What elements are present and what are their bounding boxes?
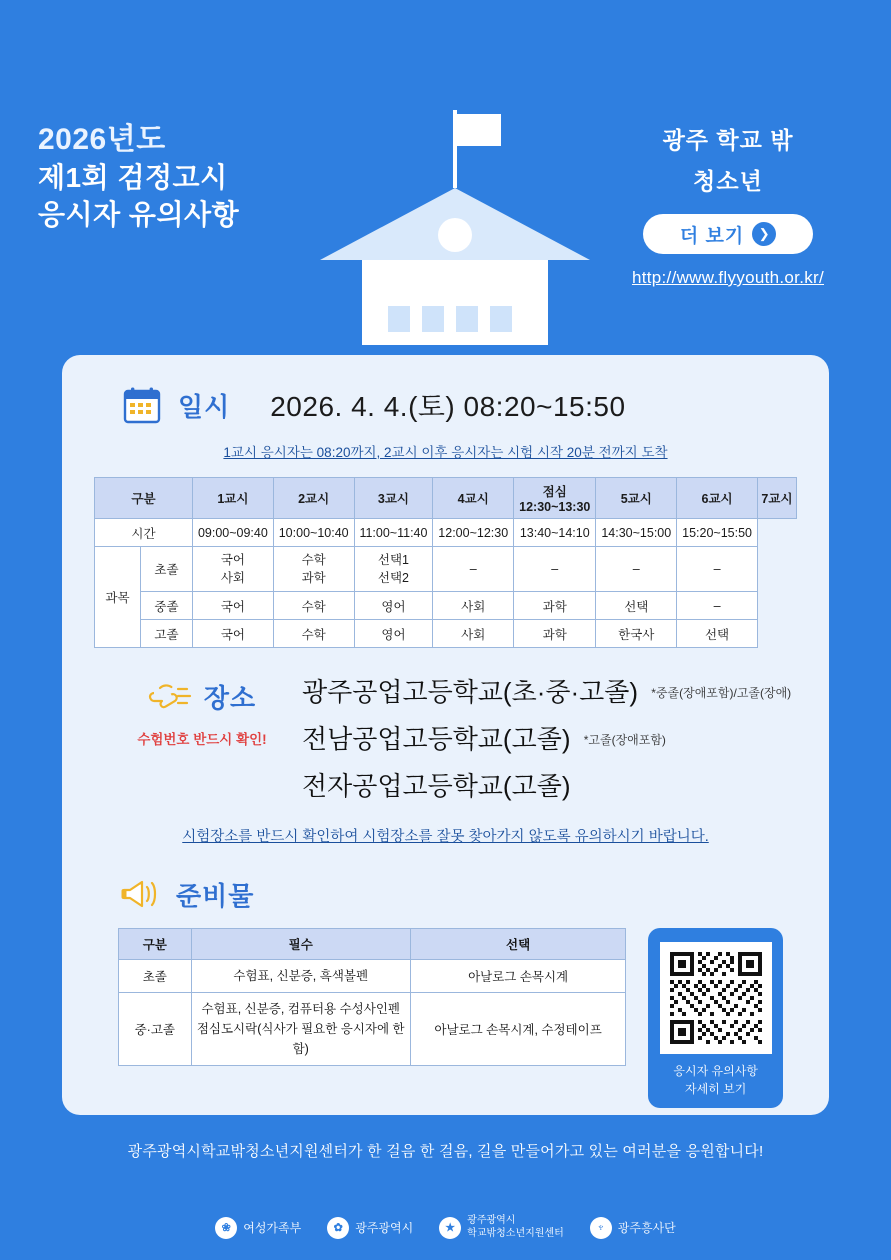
qr-caption: [648, 1062, 783, 1098]
cell-1-2: 영어: [354, 592, 433, 620]
window-3: [456, 306, 478, 332]
cell-0-3: –: [433, 547, 514, 592]
logo-center-label: [467, 1215, 564, 1240]
table-row: [119, 993, 626, 1066]
level-label-0: 초졸: [141, 547, 193, 592]
clock-icon: [438, 218, 472, 252]
cell-2-2: 영어: [354, 620, 433, 648]
logo-heungsadan-label: 광주흥사단: [617, 1221, 676, 1235]
items-row: [62, 928, 829, 1108]
place-warning: 시험장소를 반드시 확인하여 시험장소를 잘못 찾아가지 않도록 유의하시기 바랍니다.: [182, 829, 709, 846]
th-items-optional: 선택: [410, 929, 625, 960]
brand-block: [613, 122, 843, 288]
window-2: [422, 306, 444, 332]
cell-0-4: –: [514, 547, 596, 592]
th-period-6: 6교시: [677, 478, 758, 519]
items-level-0: 초졸: [119, 960, 192, 993]
title-line-1: 2026년도: [38, 123, 166, 156]
lunch-label: 점심: [542, 485, 567, 499]
footer-message: 광주광역시학교밖청소년지원센터가 한 걸음 한 걸음, 길을 만들어가고 있는 여러분을 응원합니다!: [127, 1143, 764, 1160]
th-items-required: 필수: [191, 929, 410, 960]
cell-1-6: –: [677, 592, 758, 620]
cell-2-3: 사회: [433, 620, 514, 648]
table-row: [95, 547, 797, 592]
row-label-time: 시간: [95, 519, 193, 547]
brand-line-1: 광주 학교 밖: [662, 127, 794, 153]
logo-center-line-1: 광주광역시: [467, 1215, 516, 1226]
cell-1-5: 선택: [596, 592, 677, 620]
place-section-left: [102, 672, 302, 813]
qr-caption-line-1: 응시자 유의사항: [673, 1064, 758, 1079]
place-list: [302, 672, 791, 813]
logo-gov: [215, 1217, 301, 1239]
place-item-1: [302, 672, 791, 709]
qr-code-icon[interactable]: [660, 942, 772, 1054]
table-header-row: [95, 478, 797, 519]
th-items-division: 구분: [119, 929, 192, 960]
time-4: 12:00~12:30: [433, 519, 514, 547]
items-required-1: 수험표, 신분증, 컴퓨터용 수성사인펜 점심도시락(식사가 필요한 응시자에 한함): [191, 993, 410, 1066]
logo-gwangju-city: [327, 1217, 413, 1239]
table-row: [95, 519, 797, 547]
logo-support-center: [439, 1215, 564, 1240]
qr-caption-line-2: 자세히 보기: [685, 1082, 747, 1097]
footer-logos: [0, 1215, 891, 1240]
time-7: 15:20~15:50: [677, 519, 758, 547]
title-line-3: 응시자 유의사항: [38, 198, 240, 230]
schedule-section-header: [62, 383, 829, 427]
place-sup-1: *중졸(장애포함)/고졸(장애): [651, 686, 792, 701]
more-button[interactable]: [643, 214, 813, 254]
place-item-3: [302, 766, 791, 803]
time-3: 11:00~11:40: [354, 519, 433, 547]
cell-0-5: –: [596, 547, 677, 592]
logo-city-label: 광주광역시: [355, 1221, 414, 1235]
heungsadan-icon: ♆: [590, 1217, 612, 1239]
items-level-1: 중·고졸: [119, 993, 192, 1066]
table-row: [95, 592, 797, 620]
items-section-title: 준비물: [176, 880, 255, 911]
school-windows: [388, 306, 512, 332]
th-period-2: 2교시: [273, 478, 354, 519]
cell-1-3: 사회: [433, 592, 514, 620]
place-item-2: [302, 719, 791, 756]
schedule-table: [94, 477, 797, 648]
th-period-1: 1교시: [193, 478, 274, 519]
items-section-header: [62, 872, 829, 916]
cell-0-6: –: [677, 547, 758, 592]
school-illustration: [320, 110, 590, 345]
chevron-right-icon: ❯: [752, 222, 776, 246]
th-period-7: 7교시: [757, 478, 796, 519]
support-center-icon: ★: [439, 1217, 461, 1239]
megaphone-icon: [120, 872, 164, 916]
table-row: [95, 620, 797, 648]
cell-1-0: 국어: [193, 592, 274, 620]
logo-center-line-2: 학교밖청소년지원센터: [467, 1227, 564, 1239]
place-section-header: [102, 674, 302, 718]
level-label-1: 중졸: [141, 592, 193, 620]
place-section-title: 장소: [203, 682, 257, 713]
window-4: [490, 306, 512, 332]
schedule-section-title: 일시: [178, 391, 231, 422]
schedule-datetime: 2026. 4. 4.(토) 08:20~15:50: [270, 391, 626, 422]
th-period-4: 4교시: [433, 478, 514, 519]
level-label-2: 고졸: [141, 620, 193, 648]
items-optional-0: 아날로그 손목시계: [410, 960, 625, 993]
cell-0-1: 수학 과학: [273, 547, 354, 592]
th-period-3: 3교시: [354, 478, 433, 519]
place-name-1: 광주공업고등학교(초·중·고졸): [302, 677, 639, 708]
time-2: 10:00~10:40: [273, 519, 354, 547]
row-label-subject: 과목: [95, 547, 141, 648]
calendar-icon: [120, 383, 164, 427]
gov-emblem-icon: ❀: [215, 1217, 237, 1239]
lunch-time: 12:30~13:30: [519, 500, 591, 514]
content-panel: [62, 355, 829, 1115]
table-row: [119, 960, 626, 993]
cell-0-0: 국어 사회: [193, 547, 274, 592]
cell-2-6: 선택: [677, 620, 758, 648]
logo-heungsadan: [590, 1217, 676, 1239]
time-1: 09:00~09:40: [193, 519, 274, 547]
lunch-cell: [514, 478, 596, 519]
cell-2-1: 수학: [273, 620, 354, 648]
table-header-row: [119, 929, 626, 960]
logo-gov-label: 여성가족부: [243, 1221, 302, 1235]
items-optional-1: 아날로그 손목시계, 수정테이프: [410, 993, 625, 1066]
window-1: [388, 306, 410, 332]
time-6: 14:30~15:00: [596, 519, 677, 547]
page-title: [38, 120, 239, 234]
place-section: [62, 672, 829, 813]
school-body: [362, 260, 548, 345]
poster-header: [0, 0, 891, 345]
place-name-3: 전자공업고등학교(고졸): [302, 771, 571, 802]
th-division: 구분: [95, 478, 193, 519]
time-5: 13:40~14:10: [514, 519, 596, 547]
place-note: 수험번호 반드시 확인!: [137, 732, 267, 748]
items-table: [118, 928, 626, 1066]
cell-1-1: 수학: [273, 592, 354, 620]
brand-line-2: 청소년: [693, 168, 763, 194]
gwangju-city-icon: ✿: [327, 1217, 349, 1239]
cell-2-4: 과학: [514, 620, 596, 648]
pointing-hand-icon: [148, 674, 192, 718]
title-line-2: 제1회 검정고시: [38, 161, 228, 193]
schedule-note: 1교시 응시자는 08:20까지, 2교시 이후 응시자는 시험 시작 20분 전까지 도착: [223, 445, 668, 460]
cell-2-0: 국어: [193, 620, 274, 648]
cell-2-5: 한국사: [596, 620, 677, 648]
cell-0-2: 선택1 선택2: [354, 547, 433, 592]
place-sup-2: *고졸(장애포함): [583, 733, 666, 748]
flag-icon: [457, 114, 501, 146]
place-name-2: 전남공업고등학교(고졸): [302, 724, 571, 755]
items-required-0: 수험표, 신분증, 흑색볼펜: [191, 960, 410, 993]
qr-card[interactable]: [648, 928, 783, 1108]
cell-1-4: 과학: [514, 592, 596, 620]
website-link[interactable]: http://www.flyyouth.or.kr/: [631, 268, 825, 287]
more-button-label: 더 보기: [679, 225, 745, 247]
th-period-5: 5교시: [596, 478, 677, 519]
